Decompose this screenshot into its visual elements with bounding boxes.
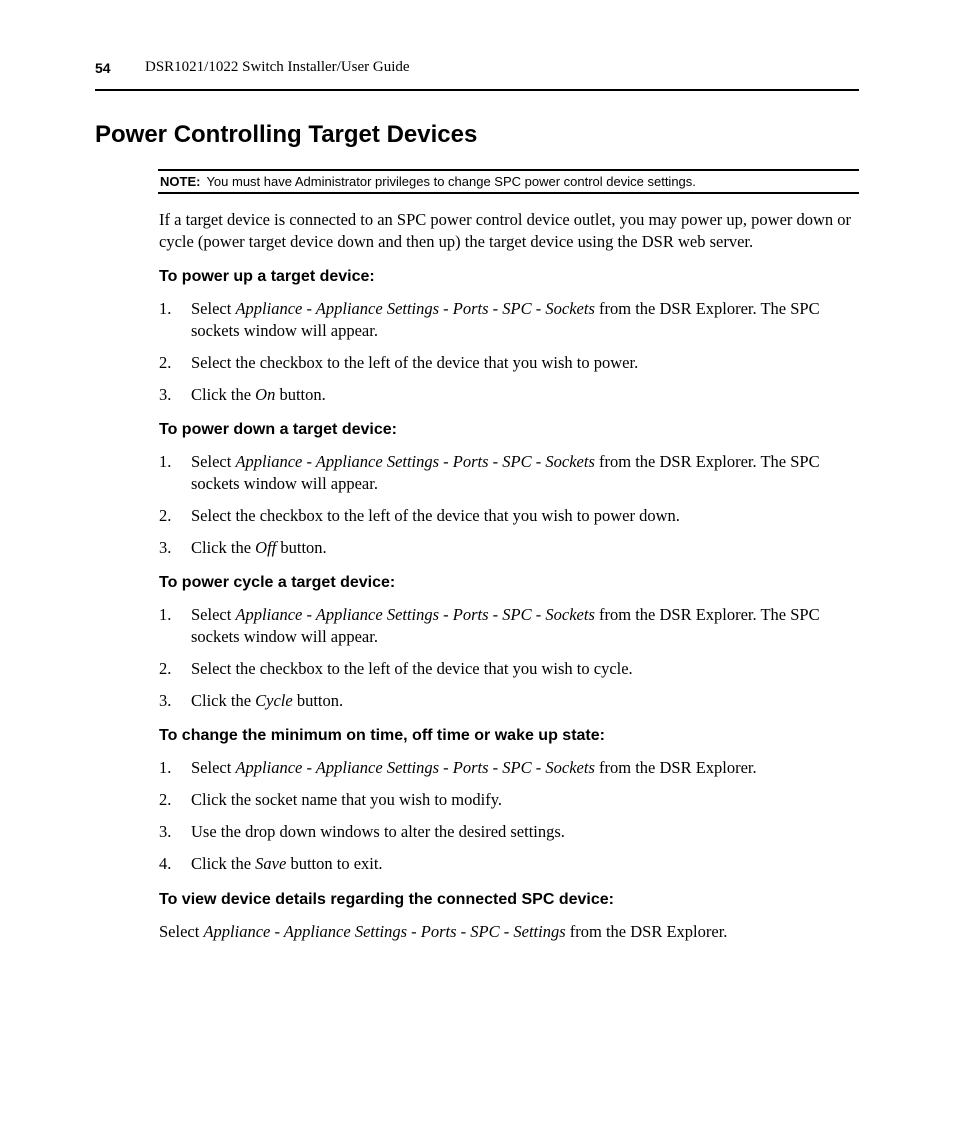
step-number: 1. — [159, 605, 172, 624]
steps-power-cycle — [159, 604, 864, 711]
step-text: Click the socket name that you wish to modify. — [191, 790, 503, 809]
step-item — [159, 604, 864, 647]
step-text: Click the — [191, 384, 256, 404]
step-text: from the DSR Explorer. — [565, 921, 728, 941]
step-item — [159, 658, 864, 680]
step-text: Select — [191, 758, 236, 777]
step-item — [159, 537, 864, 559]
step-number: 1. — [159, 758, 172, 777]
button-name: Off — [255, 537, 277, 557]
step-text: from the DSR Explorer. — [594, 758, 757, 777]
step-text: Select — [191, 605, 236, 624]
running-header — [95, 58, 858, 80]
step-number: 3. — [159, 537, 172, 557]
step-text: from the DSR Explorer. The SPC sockets window will appear. — [191, 605, 820, 646]
header-rule — [95, 89, 859, 91]
step-text: button. — [292, 690, 344, 710]
step-number: 3. — [159, 384, 172, 404]
step-item — [159, 384, 864, 406]
menu-path: Appliance - Appliance Settings - Ports - SPC - Settings — [203, 921, 566, 941]
step-text: Select — [191, 299, 236, 318]
step-text: from the DSR Explorer. The SPC sockets window will appear. — [191, 299, 820, 340]
guide-title: DSR1021/1022 Switch Installer/User Guide — [145, 59, 410, 75]
step-text: Select — [191, 452, 236, 471]
procedure-heading-power-up: To power up a target device: — [159, 268, 375, 285]
step-number: 4. — [159, 854, 172, 873]
step-item — [159, 505, 864, 527]
step-text: Click the — [191, 690, 256, 710]
step-text: Click the — [191, 854, 256, 873]
button-name: Cycle — [255, 690, 293, 710]
step-number: 3. — [159, 822, 172, 841]
step-item — [159, 757, 864, 779]
page-number: 54 — [95, 60, 111, 76]
step-text: button. — [276, 537, 327, 557]
step-item — [159, 451, 864, 494]
procedure-heading-power-cycle: To power cycle a target device: — [159, 574, 396, 591]
note-text: You must have Administrator privileges to change SPC power control device settings. — [206, 174, 696, 189]
content-body — [159, 209, 864, 942]
steps-power-down — [159, 451, 864, 558]
step-text: Select the checkbox to the left of the device that you wish to power. — [191, 352, 639, 372]
button-name: On — [255, 384, 276, 404]
menu-path: Appliance - Appliance Settings - Ports - SPC - Sockets — [235, 299, 595, 318]
step-text: button. — [275, 384, 326, 404]
step-number: 2. — [159, 658, 172, 678]
procedure-heading-change-settings: To change the minimum on time, off time or wake up state: — [159, 727, 605, 744]
step-item — [159, 853, 864, 875]
step-text: Select — [159, 921, 204, 941]
section-title: Power Controlling Target Devices — [95, 121, 478, 148]
step-number: 2. — [159, 790, 172, 809]
step-text: Use the drop down windows to alter the desired settings. — [191, 822, 565, 841]
step-text: Click the — [191, 537, 256, 557]
menu-path: Appliance - Appliance Settings - Ports - SPC - Sockets — [235, 605, 595, 624]
step-number: 3. — [159, 690, 172, 710]
step-text: Select the checkbox to the left of the device that you wish to power down. — [191, 505, 680, 525]
intro-paragraph: If a target device is connected to an SPC power control device outlet, you may power up, power down or cycle (power target device down and then up) the target device using the DSR web server. — [159, 210, 852, 251]
step-text: from the DSR Explorer. The SPC sockets window will appear. — [191, 452, 820, 493]
step-number: 2. — [159, 352, 172, 372]
step-item — [159, 298, 864, 341]
step-text: Select the checkbox to the left of the device that you wish to cycle. — [191, 658, 633, 678]
step-number: 2. — [159, 505, 172, 525]
note-label: NOTE: — [160, 174, 201, 189]
view-details-paragraph — [159, 921, 864, 943]
button-name: Save — [255, 854, 287, 873]
procedure-heading-view-details: To view device details regarding the connected SPC device: — [159, 890, 614, 908]
step-number: 1. — [159, 299, 172, 318]
procedure-heading-power-down: To power down a target device: — [159, 421, 397, 438]
menu-path: Appliance - Appliance Settings - Ports - SPC - Sockets — [235, 758, 595, 777]
step-item — [159, 789, 864, 811]
step-item — [159, 352, 864, 374]
steps-power-up — [159, 298, 864, 405]
step-item — [159, 821, 864, 843]
menu-path: Appliance - Appliance Settings - Ports - SPC - Sockets — [235, 452, 595, 471]
step-item — [159, 690, 864, 712]
step-text: button to exit. — [286, 854, 383, 873]
steps-change-settings — [159, 757, 864, 875]
note-box — [158, 169, 859, 194]
step-number: 1. — [159, 452, 172, 471]
